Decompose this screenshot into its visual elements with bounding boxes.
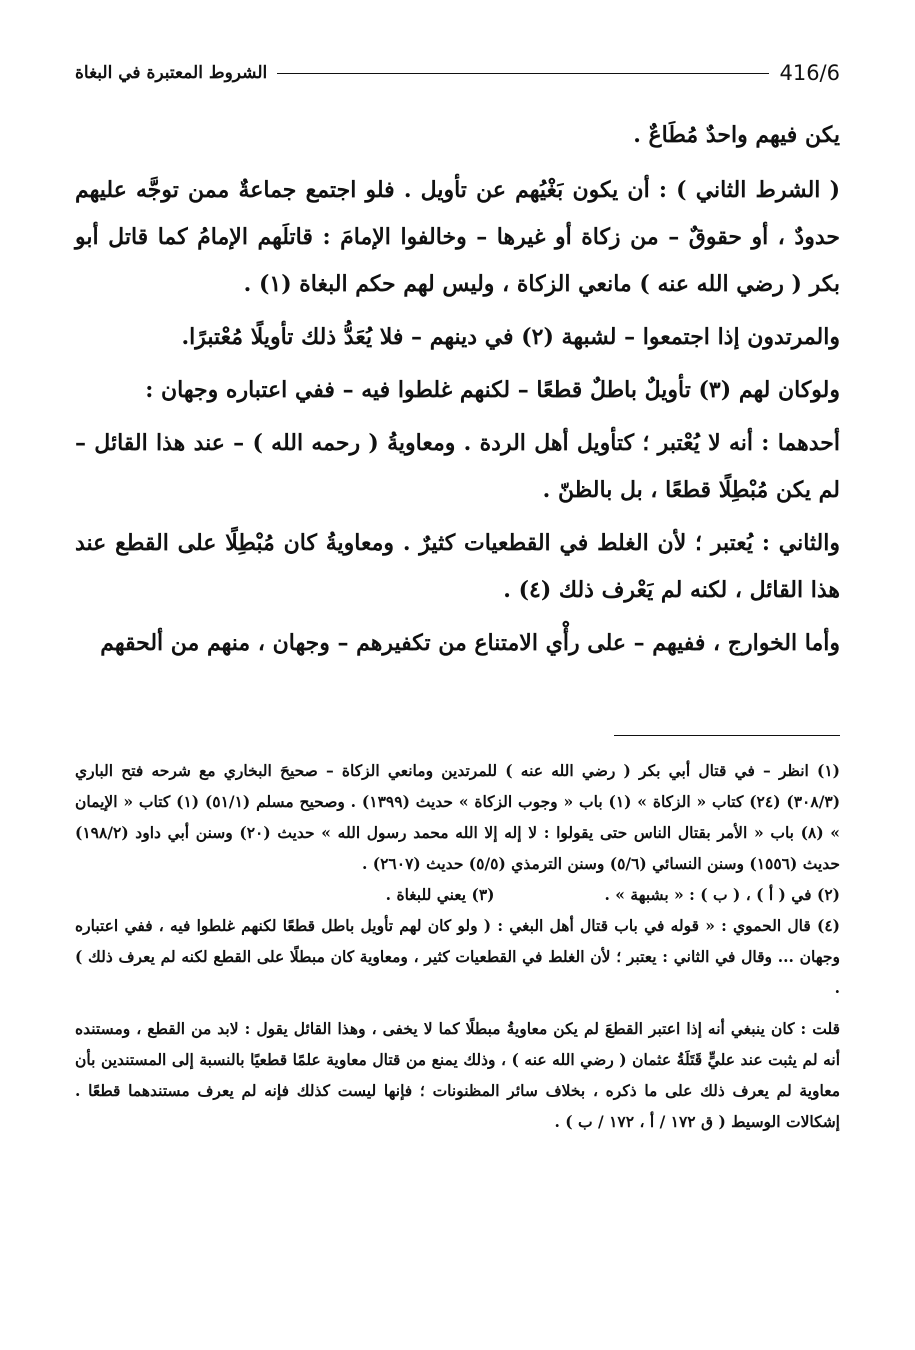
running-header (75, 58, 840, 88)
paragraph-khawarij: وأما الخوارج ، ففيهم – على رأْي الامتناع من تكفيرهم – وجهان ، منهم من ألحقهم (100, 630, 840, 656)
paragraph-continuation: يكن فيهم واحدٌ مُطَاعٌ . (633, 122, 840, 148)
paragraph-invalid-interpretation: ولوكان لهم (٣) تأويلٌ باطلٌ قطعًا – لكنهم غلطوا فيه – ففي اعتباره وجهان : (145, 377, 840, 403)
page-number: 416/6 (779, 61, 840, 85)
paragraph-second-view: والثاني : يُعتبر ؛ لأن الغلط في القطعيات كثيرٌ . ومعاويةُ كان مُبْطِلًا على القطع عند هذا القائل ، لكنه لم يَعْرف ذلك (٤) . (75, 530, 840, 603)
footnote-commentary: قلت : كان ينبغي أنه إذا اعتبر القطعَ لم يكن معاويةُ مبطلًا كما لا يخفى ، وهذا القائل يقول : لابد من القطع ، ومستنده أنه لم يثبت عند عليٍّ قَتَلَةُ عثمان ( رضي الله عنه ) ، وذلك يمنع من قتال معاوية علمًا قطعيًا بالنسبة إلى المستندين بأن معاوية لم يعرف ذلك على ما ذكره ، بخلاف سائر المظنونات ؛ فإنها ليست كذلك فإنه لم يعرف مستندهما قطعًا . إشكالات الوسيط ( ق ١٧٢ / أ ، ١٧٢ / ب ) . (75, 1019, 840, 1131)
footnote-4: (٤) قال الحموي : « قوله في باب قتال أهل البغي : ( ولو كان لهم تأويل باطل قطعًا لكنهم غلطوا فيه ، ففي اعتباره وجهان ... وقال في الثاني : يعتبر ؛ لأن الغلط في القطعيات كثير ، ومعاوية كان مبطلًا على القطع لكنه لم يعرف ذلك ) . (75, 916, 840, 997)
paragraph-second-condition: ( الشرط الثاني ) : أن يكون بَغْيُهم عن تأويل . فلو اجتمع جماعةٌ ممن توجَّه عليهم حدودٌ ، أو حقوقٌ – من زكاة أو غيرها – وخالفوا الإمامَ : قاتلَهم الإمامُ كما قاتل أبو بكر ( رضي الله عنه ) مانعي الزكاة ، وليس لهم حكم البغاة (١) . (75, 177, 840, 297)
main-text (75, 112, 840, 673)
footnotes (75, 755, 840, 1137)
running-title: الشروط المعتبرة في البغاة (75, 63, 268, 83)
paragraph-first-view: أحدهما : أنه لا يُعْتبر ؛ كتأويل أهل الردة . ومعاويةُ ( رحمه الله ) – عند هذا القائل – لم يكن مُبْطِلًا قطعًا ، بل بالظنّ . (75, 430, 840, 503)
footnote-1: (١) انظر – في قتال أبي بكر ( رضي الله عنه ) للمرتدين ومانعي الزكاة – صحيحَ البخاري مع شرحه فتح الباري (٣٠٨/٣) (٢٤) كتاب « الزكاة » (١) باب « وجوب الزكاة » حديث (١٣٩٩) . وصحيح مسلم (٥١/١) (١) كتاب « الإيمان » (٨) باب « الأمر بقتال الناس حتى يقولوا : لا إله إلا الله محمد رسول الله » حديث (٢٠) وسنن أبي داود (١٩٨/٢) حديث (١٥٥٦) وسنن النسائي (٥/٦) وسنن الترمذي (٥/٥) حديث (٢٦٠٧) . (75, 761, 841, 873)
footnote-rule (614, 735, 840, 736)
footnote-3: (٣) يعني للبغاة . (385, 885, 495, 904)
header-rule (277, 73, 769, 74)
footnote-row-2-3 (75, 879, 840, 910)
paragraph-apostates: والمرتدون إذا اجتمعوا – لشبهة (٢) في دينهم – فلا يُعَدُّ ذلك تأويلًا مُعْتبرًا. (181, 324, 840, 350)
footnote-2: (٢) في ( أ ) ، ( ب ) : « بشبهة » . (604, 885, 840, 904)
